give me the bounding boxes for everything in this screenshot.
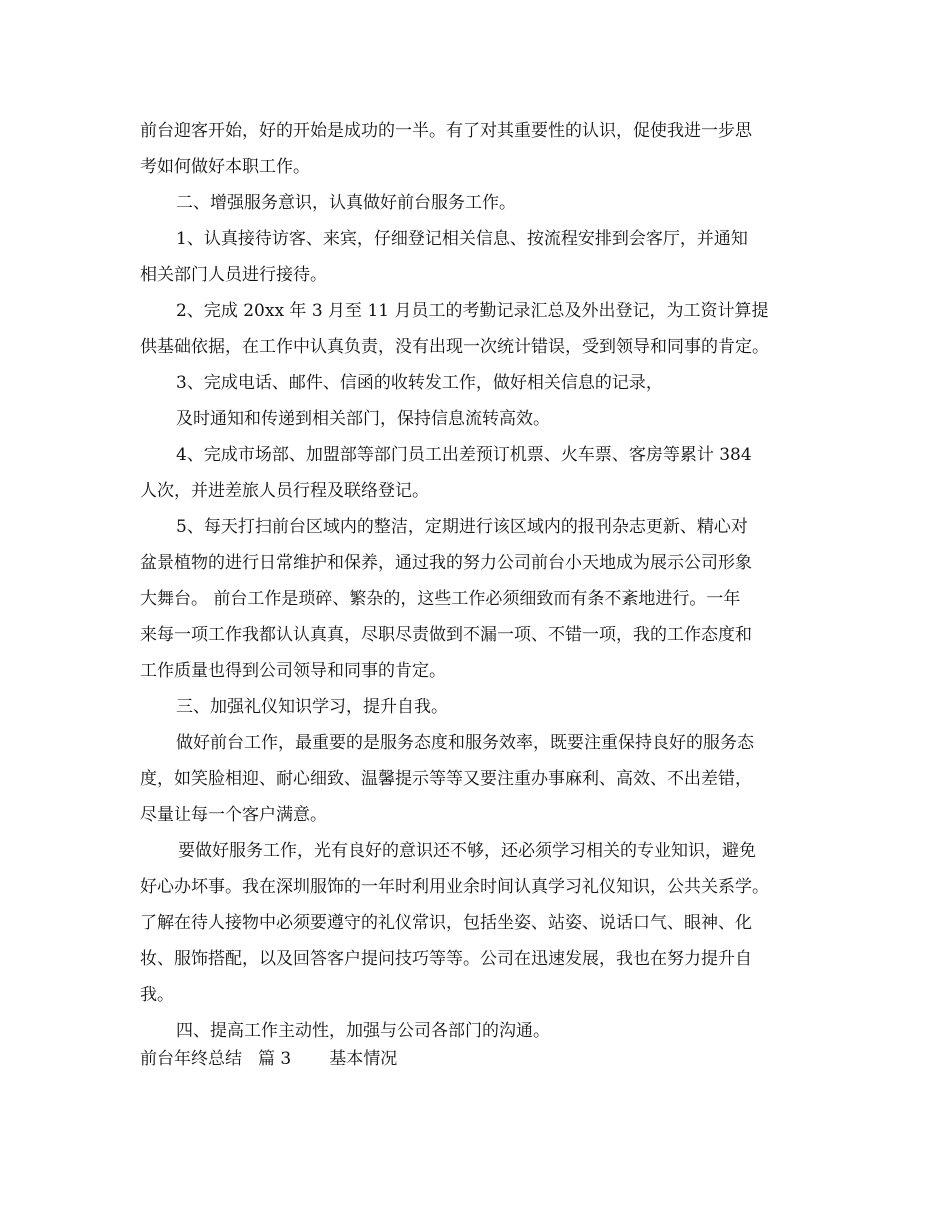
list-item: 4、完成市场部、加盟部等部门员工出差预订机票、火车票、客房等累计 384 [176, 445, 752, 465]
paragraph-line: 前台迎客开始，好的开始是成功的一半。有了对其重要性的认识，促使我进一步思 [140, 121, 752, 141]
section-heading: 三、加强礼仪知识学习，提升自我。 [176, 697, 448, 717]
heading-section: 基本情况 [329, 1049, 398, 1069]
paragraph-line: 来每一项工作我都认认真真，尽职尽责做到不漏一项、不错一项，我的工作态度和 [140, 625, 752, 645]
paragraph-line: 考如何做好本职工作。 [140, 157, 310, 177]
heading-part: 篇 3 [258, 1049, 292, 1069]
paragraph-line: 尽量让每一个客户满意。 [140, 805, 327, 825]
paragraph-line: 盆景植物的进行日常维护和保养，通过我的努力公司前台小天地成为展示公司形象 [140, 553, 752, 573]
paragraph-line: 做好前台工作，最重要的是服务态度和服务效率，既要注重保持良好的服务态 [176, 733, 754, 753]
list-item: 2、完成 20xx 年 3 月至 11 月员工的考勤记录汇总及外出登记，为工资计算提 [176, 301, 769, 321]
paragraph-line: 妆、服饰搭配，以及回答客户提问技巧等等。公司在迅速发展，我也在努力提升自 [140, 949, 752, 969]
paragraph-line: 了解在待人接物中必须要遵守的礼仪常识，包括坐姿、站姿、说话口气、眼神、化 [140, 913, 752, 933]
list-item: 1、认真接待访客、来宾，仔细登记相关信息、按流程安排到会客厅，并通知 [176, 229, 748, 249]
paragraph-line: 度，如笑脸相迎、耐心细致、温馨提示等等又要注重办事麻利、高效、不出差错， [140, 769, 752, 789]
paragraph-line: 工作质量也得到公司领导和同事的肯定。 [140, 661, 446, 681]
paragraph-line: 人次，并进差旅人员行程及联络登记。 [140, 481, 429, 501]
section-heading: 二、增强服务意识，认真做好前台服务工作。 [176, 193, 516, 213]
paragraph-line: 及时通知和传递到相关部门，保持信息流转高效。 [176, 409, 550, 429]
paragraph-line: 我。 [140, 985, 174, 1005]
list-item: 5、每天打扫前台区域内的整洁，定期进行该区域内的报刊杂志更新、精心对 [176, 517, 748, 537]
paragraph-line: 相关部门人员进行接待。 [140, 265, 327, 285]
paragraph-line: 大舞台。 前台工作是琐碎、繁杂的，这些工作必须细致而有条不紊地进行。一年 [140, 589, 741, 609]
list-item: 3、完成电话、邮件、信函的收转发工作，做好相关信息的记录， [176, 373, 663, 393]
paragraph-line: 要做好服务工作，光有良好的意识还不够，还必须学习相关的专业知识，避免 [178, 841, 756, 861]
paragraph-line: 好心办坏事。我在深圳服饰的一年时利用业余时间认真学习礼仪知识，公共关系学。 [140, 877, 769, 897]
next-section-heading [140, 1047, 397, 1071]
paragraph-line: 供基础依据，在工作中认真负责，没有出现一次统计错误，受到领导和同事的肯定。 [140, 337, 769, 357]
section-heading: 四、提高工作主动性，加强与公司各部门的沟通。 [176, 1021, 550, 1041]
heading-title: 前台年终总结 [140, 1049, 242, 1069]
